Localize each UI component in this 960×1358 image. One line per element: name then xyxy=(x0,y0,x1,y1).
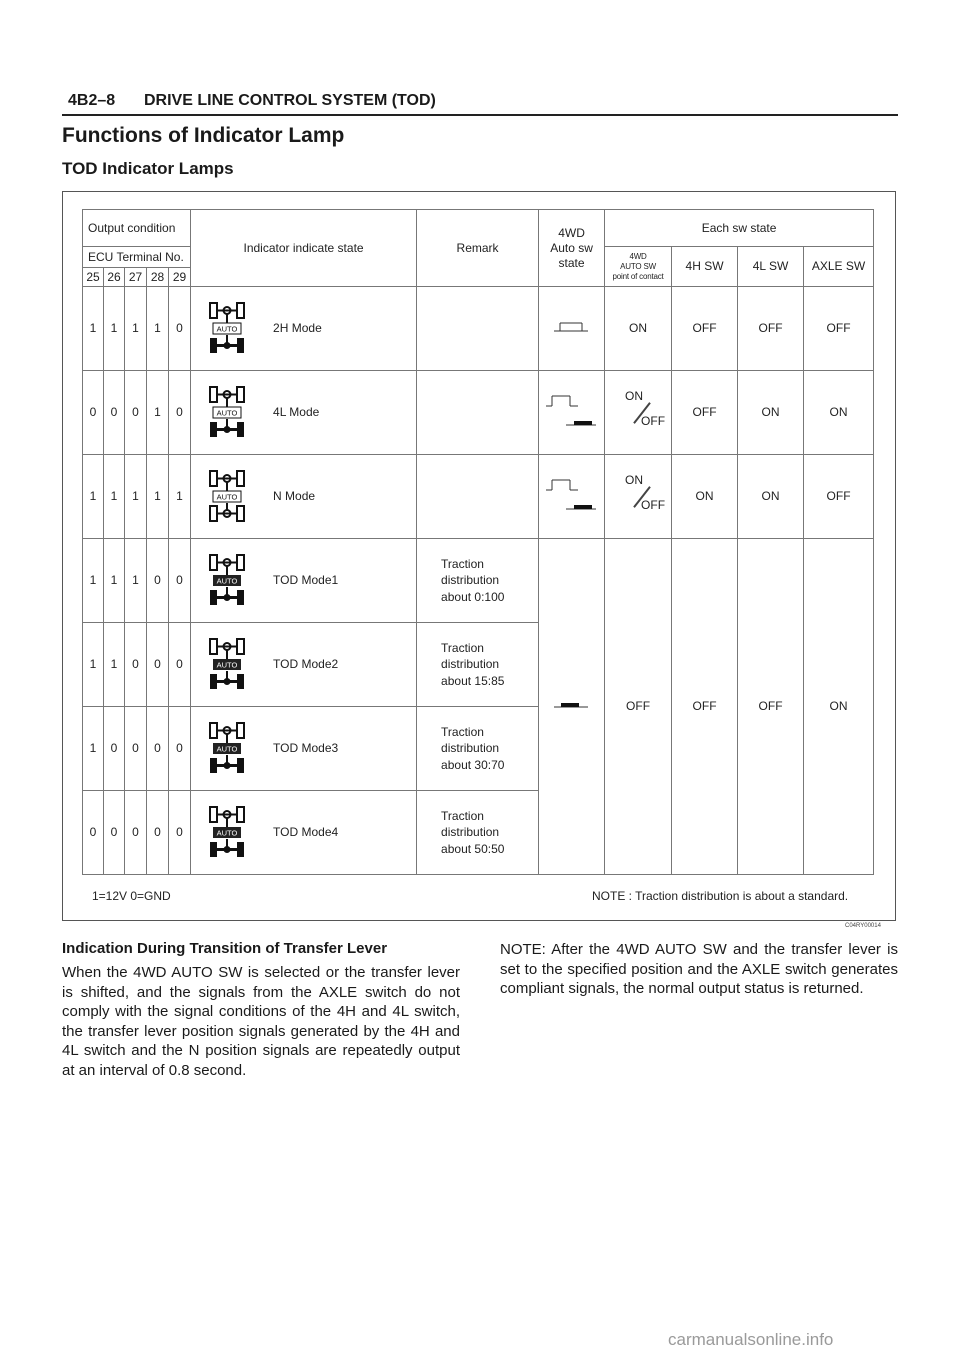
table-row-n-mode xyxy=(83,455,874,539)
mode-label: TOD Mode4 xyxy=(273,825,339,839)
drivetrain-neutral-icon xyxy=(207,469,247,525)
terminal-bit: 1 xyxy=(125,455,147,539)
terminal-bit: 0 xyxy=(169,707,191,791)
mode-label: TOD Mode1 xyxy=(273,573,339,587)
terminal-bit: 0 xyxy=(83,371,104,455)
terminal-bit: 0 xyxy=(125,707,147,791)
table-footnote-note: NOTE : Traction distribution is about a standard. xyxy=(592,889,849,903)
header-4wd-auto-sw-state: 4WD Auto sw state xyxy=(539,210,605,287)
auto-sw-contact-cell: ON OFF xyxy=(605,371,672,455)
remark-cell: Traction distribution about 0:100 xyxy=(417,539,539,623)
transition-body: When the 4WD AUTO SW is selected or the transfer lever is shifted, and the signals from the AXLE switch do not comply with the signal conditions of the 4H and 4L switch, the transfer lever position signals generated by the 4H and 4L switch and the N position signals are repeatedly output at an interval of 0.8 second. xyxy=(62,964,460,1079)
header-4h-sw: 4H SW xyxy=(672,247,738,287)
drivetrain-tod-icon xyxy=(207,805,247,861)
table-row-tod-mode1 xyxy=(83,539,874,623)
auto-sw-contact-cell: OFF xyxy=(605,539,672,875)
auto-sw-contact-cell: ON xyxy=(605,287,672,371)
terminal-number: 29 xyxy=(169,268,191,287)
indicator-lamp-table xyxy=(82,209,874,875)
indicator-cell xyxy=(191,791,417,875)
svg-text:AUTO: AUTO xyxy=(216,660,238,669)
terminal-bit: 0 xyxy=(147,791,169,875)
terminal-bit: 1 xyxy=(147,287,169,371)
page-section-code: 4B2–8 xyxy=(68,92,116,109)
watermark: carmanualsonline.info xyxy=(668,1330,834,1349)
auto-sw-state-cell xyxy=(539,287,605,371)
sw-axle-cell: ON xyxy=(804,371,874,455)
terminal-bit: 1 xyxy=(83,623,104,707)
drivetrain-tod-icon xyxy=(207,637,247,693)
auto-sw-contact-cell: ON OFF xyxy=(605,455,672,539)
table-footnote-legend: 1=12V 0=GND xyxy=(92,889,171,903)
remark-cell: Traction distribution about 15:85 xyxy=(417,623,539,707)
terminal-bit: 0 xyxy=(104,707,125,791)
header-output-condition: Output condition xyxy=(83,210,191,247)
terminal-bit: 1 xyxy=(83,455,104,539)
auto-sw-state-cell xyxy=(539,455,605,539)
terminal-bit: 0 xyxy=(83,791,104,875)
sw-4h-cell: OFF xyxy=(672,371,738,455)
remark-cell: Traction distribution about 30:70 xyxy=(417,707,539,791)
header-rule xyxy=(62,114,898,116)
indicator-cell xyxy=(191,707,417,791)
terminal-bit: 1 xyxy=(169,455,191,539)
drivetrain-2h-icon xyxy=(207,301,247,357)
terminal-bit: 0 xyxy=(169,539,191,623)
drivetrain-tod-icon xyxy=(207,553,247,609)
switch-on-icon xyxy=(552,695,592,715)
svg-text:AUTO: AUTO xyxy=(216,408,238,417)
indicator-cell xyxy=(191,623,417,707)
header-each-sw-state: Each sw state xyxy=(605,210,874,247)
subsection-title: TOD Indicator Lamps xyxy=(62,159,234,178)
terminal-number: 28 xyxy=(147,268,169,287)
header-remark: Remark xyxy=(417,210,539,287)
sw-4h-cell: OFF xyxy=(672,539,738,875)
remark-cell: Traction distribution about 50:50 xyxy=(417,791,539,875)
auto-sw-state-cell xyxy=(539,539,605,875)
indicator-cell xyxy=(191,539,417,623)
svg-text:AUTO: AUTO xyxy=(216,576,238,585)
section-title: Functions of Indicator Lamp xyxy=(62,124,345,147)
switch-off-icon xyxy=(552,317,592,337)
terminal-bit: 1 xyxy=(104,623,125,707)
auto-sw-state-cell xyxy=(539,371,605,455)
header-4l-sw: 4L SW xyxy=(738,247,804,287)
svg-text:AUTO: AUTO xyxy=(216,492,238,501)
svg-text:AUTO: AUTO xyxy=(216,828,238,837)
terminal-bit: 1 xyxy=(125,287,147,371)
indicator-cell xyxy=(191,371,417,455)
remark-cell xyxy=(417,371,539,455)
sw-4l-cell: ON xyxy=(738,455,804,539)
terminal-bit: 1 xyxy=(104,455,125,539)
terminal-bit: 1 xyxy=(147,371,169,455)
sw-axle-cell: ON xyxy=(804,539,874,875)
header-ecu-terminal: ECU Terminal No. xyxy=(83,247,191,268)
header-axle-sw: AXLE SW xyxy=(804,247,874,287)
remark-cell xyxy=(417,455,539,539)
svg-text:AUTO: AUTO xyxy=(216,744,238,753)
terminal-bit: 1 xyxy=(147,455,169,539)
terminal-bit: 0 xyxy=(147,539,169,623)
transition-heading: Indication During Transition of Transfer Lever xyxy=(62,940,388,957)
terminal-bit: 0 xyxy=(147,707,169,791)
header-auto-sw-contact: 4WD AUTO SW point of contact xyxy=(605,247,672,287)
remark-cell xyxy=(417,287,539,371)
terminal-bit: 1 xyxy=(104,287,125,371)
sw-axle-cell: OFF xyxy=(804,455,874,539)
terminal-bit: 0 xyxy=(125,791,147,875)
mode-label: 2H Mode xyxy=(273,321,322,335)
terminal-number: 27 xyxy=(125,268,147,287)
switch-toggle-icon xyxy=(544,390,600,432)
terminal-bit: 0 xyxy=(169,371,191,455)
header-indicator-state: Indicator indicate state xyxy=(191,210,417,287)
table-row-4l-mode xyxy=(83,371,874,455)
indicator-cell xyxy=(191,455,417,539)
sw-4h-cell: OFF xyxy=(672,287,738,371)
sw-4l-cell: OFF xyxy=(738,539,804,875)
terminal-bit: 0 xyxy=(104,371,125,455)
sw-axle-cell: OFF xyxy=(804,287,874,371)
table-row-2h-mode xyxy=(83,287,874,371)
terminal-bit: 0 xyxy=(169,287,191,371)
header-row-1 xyxy=(83,210,874,247)
terminal-bit: 0 xyxy=(125,371,147,455)
terminal-bit: 0 xyxy=(104,791,125,875)
indicator-cell xyxy=(191,287,417,371)
terminal-bit: 1 xyxy=(83,707,104,791)
terminal-number: 25 xyxy=(83,268,104,287)
terminal-bit: 1 xyxy=(125,539,147,623)
sw-4h-cell: ON xyxy=(672,455,738,539)
terminal-bit: 0 xyxy=(147,623,169,707)
note-paragraph: NOTE: After the 4WD AUTO SW and the transfer lever is set to the specified position and the AXLE switch generates compliant signals, the normal output status is returned. xyxy=(500,941,898,997)
terminal-bit: 0 xyxy=(169,623,191,707)
sw-4l-cell: ON xyxy=(738,371,804,455)
page-header-title: DRIVE LINE CONTROL SYSTEM (TOD) xyxy=(144,92,436,109)
terminal-bit: 1 xyxy=(104,539,125,623)
sw-4l-cell: OFF xyxy=(738,287,804,371)
terminal-bit: 0 xyxy=(169,791,191,875)
terminal-number: 26 xyxy=(104,268,125,287)
terminal-bit: 1 xyxy=(83,287,104,371)
terminal-bit: 1 xyxy=(83,539,104,623)
mode-label: TOD Mode3 xyxy=(273,741,339,755)
switch-toggle-icon xyxy=(544,474,600,516)
mode-label: 4L Mode xyxy=(273,405,320,419)
svg-text:AUTO: AUTO xyxy=(216,324,238,333)
mode-label: N Mode xyxy=(273,489,316,503)
figure-code: C04RY00014 xyxy=(845,923,881,929)
drivetrain-tod-icon xyxy=(207,721,247,777)
terminal-bit: 0 xyxy=(125,623,147,707)
mode-label: TOD Mode2 xyxy=(273,657,339,671)
drivetrain-4l-icon xyxy=(207,385,247,441)
